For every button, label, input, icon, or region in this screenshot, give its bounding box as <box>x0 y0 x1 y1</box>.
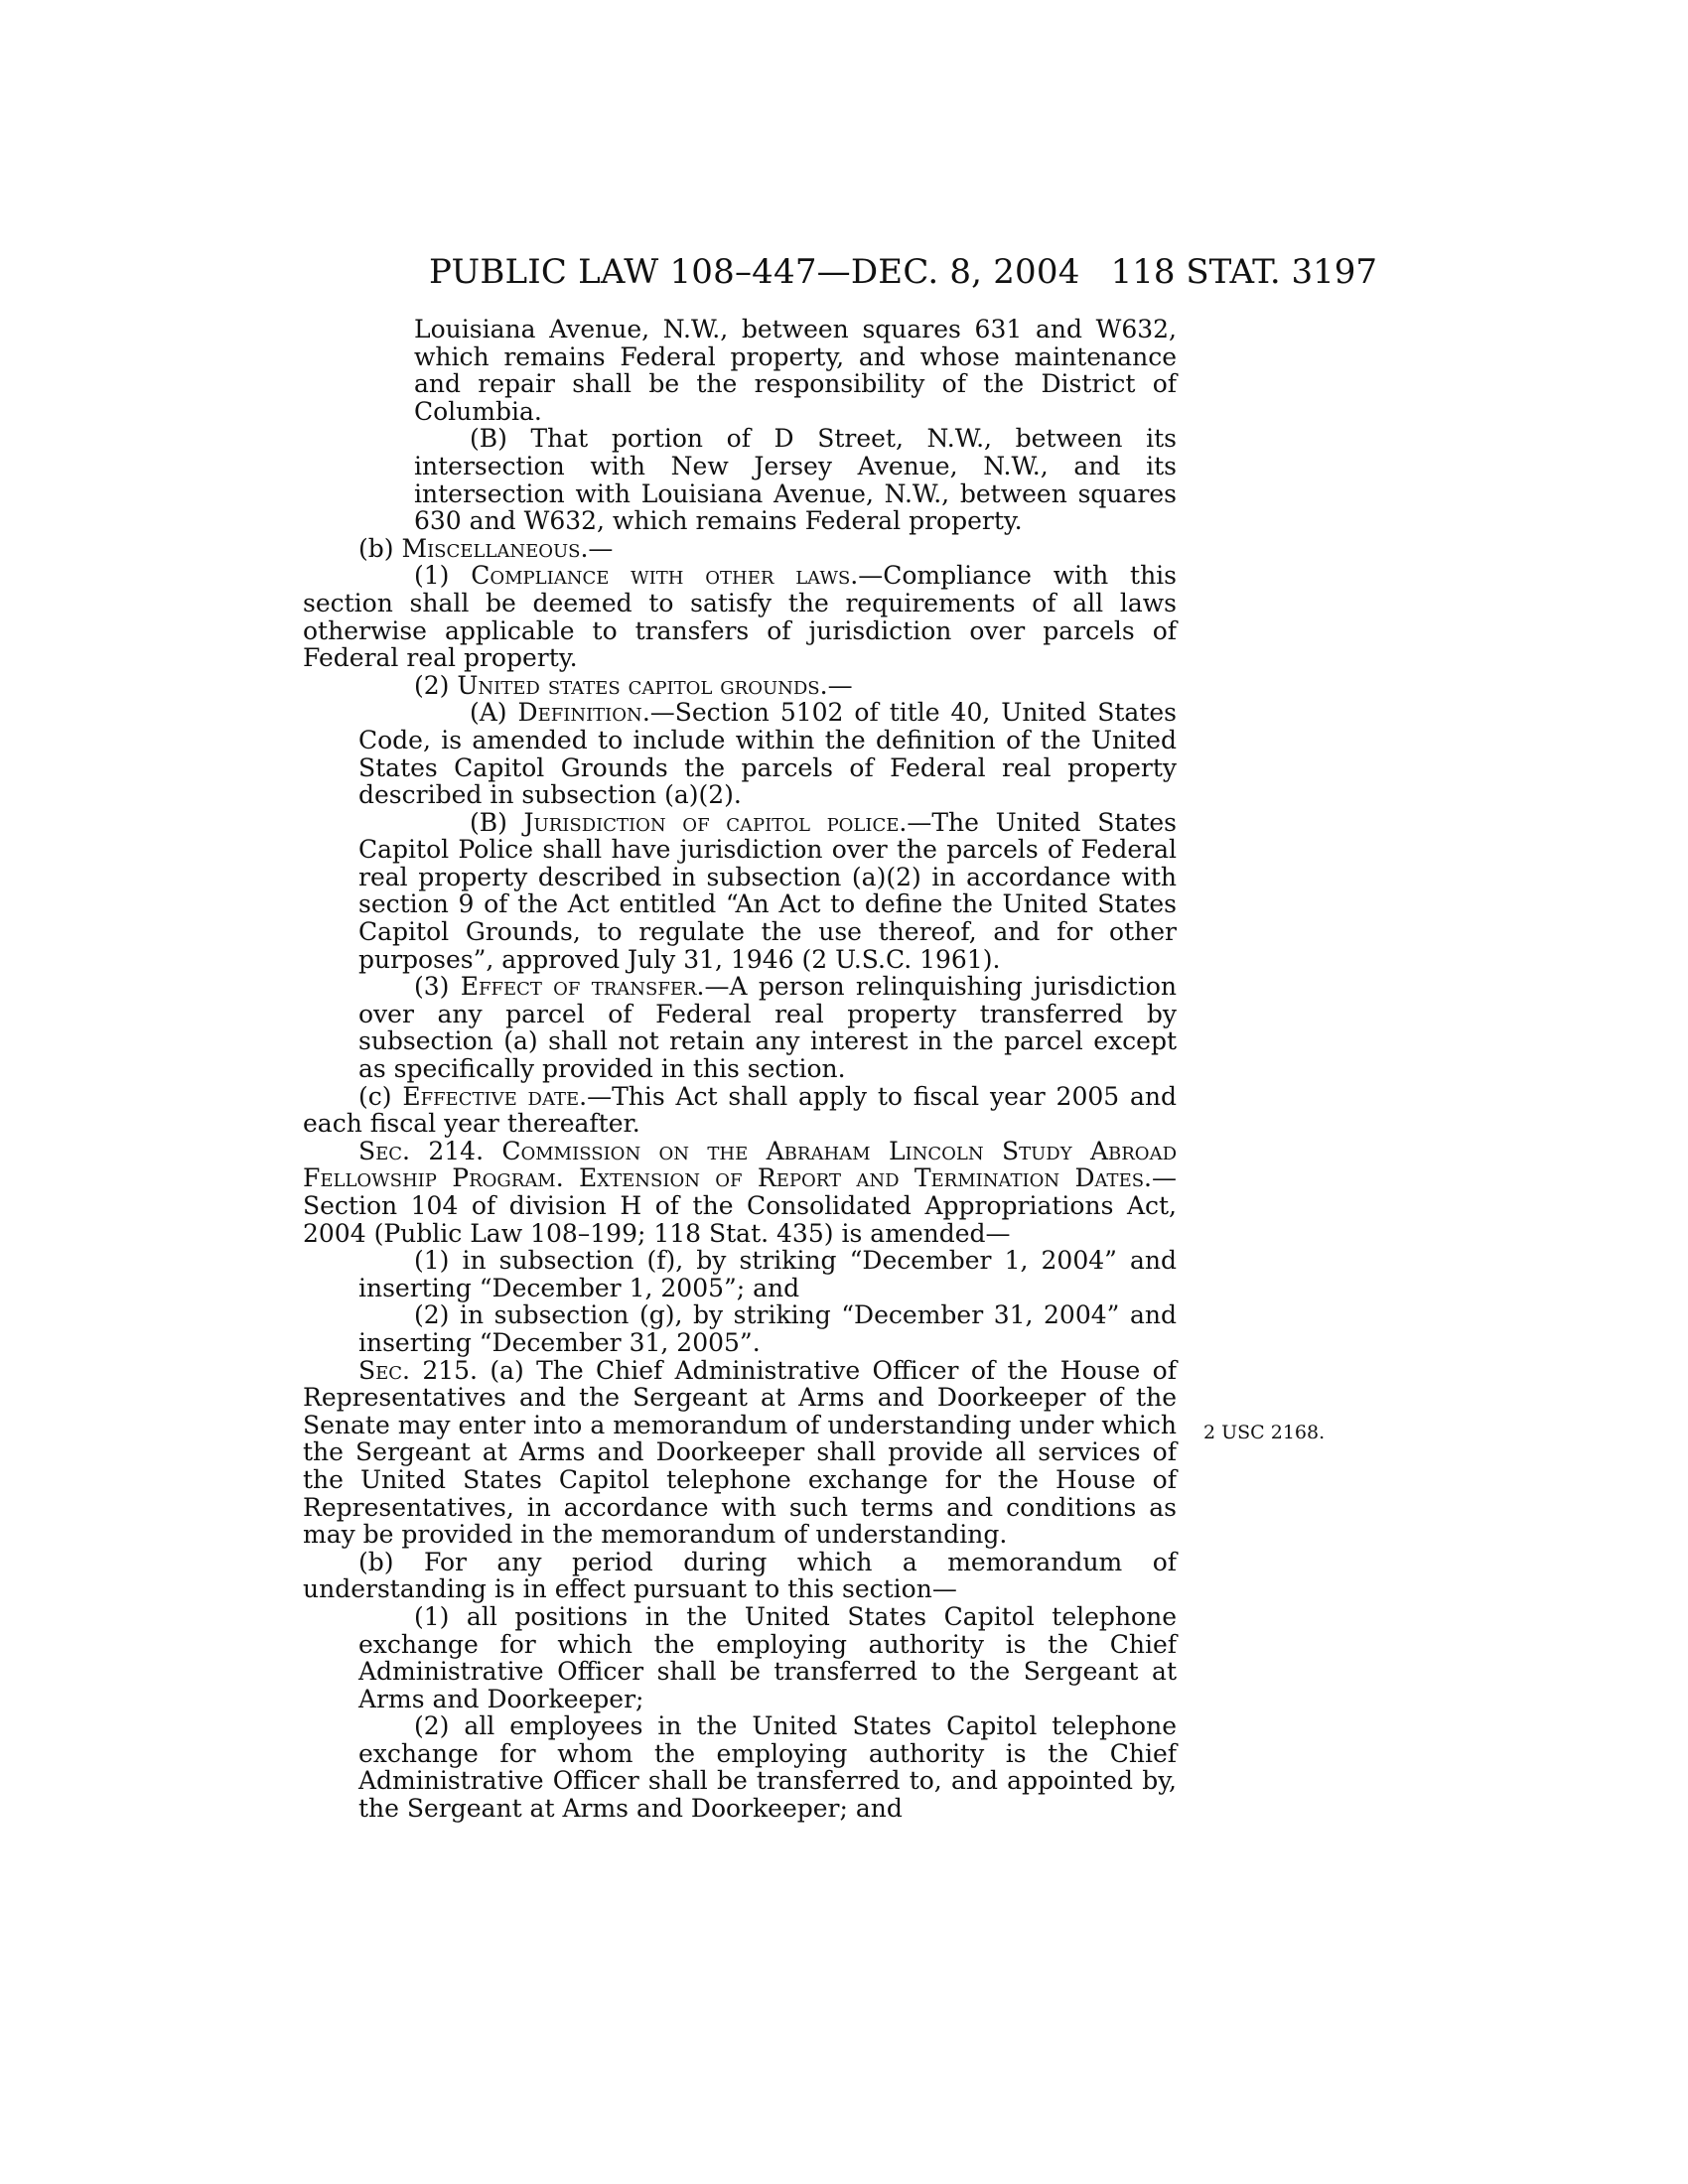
paragraph-text: (2) all employees in the United States Capitol telephone exchange for whom the employing authority is the Chief Administrative Officer shall be transferred to, and appointed by, the Sergeant at Arms and Doorkeeper; and <box>358 1711 1177 1824</box>
paragraph-text: .—A person relinquishing jurisdiction over any parcel of Federal real property transferred by subsection (a) shall not retain any interest in the parcel except as specifically provided in this section. <box>358 972 1177 1084</box>
header-title: PUBLIC LAW 108–447—DEC. 8, 2004 <box>429 252 1080 292</box>
section-heading: Sec. <box>358 1355 410 1385</box>
paragraph-text: .—Compliance with this section shall be deemed to satisfy the requirements of all laws otherwise applicable to transfers of jurisdiction over parcels of Federal real property. <box>303 561 1178 673</box>
paragraph <box>303 672 1177 700</box>
paragraph <box>303 1301 1177 1356</box>
statute-citation: 118 STAT. 3197 <box>1110 252 1377 292</box>
paragraph-text: (b) For any period during which a memorandum of understanding is in effect pursuant to this section— <box>303 1547 1177 1604</box>
paragraph-heading: Effect of transfer <box>460 972 697 1002</box>
section-heading: Sec. 214. Commission on the Abraham Lincoln Study Abroad Fellowship Program. Extension of Report and Termination Dates <box>303 1136 1177 1193</box>
paragraph-text: (1) all positions in the United States Capitol telephone exchange for which the employing authority is the Chief Administrative Officer shall be transferred to the Sergeant at Arms and Doorkeeper; <box>358 1601 1177 1713</box>
paragraph-text: 215. (a) The Chief Administrative Officer of the House of Representatives and the Sergeant at Arms and Doorkeeper of the Senate may enter into a memorandum of understanding under which the Sergeant at Arms and Doorkeeper shall provide all services of the United States Capitol telephone exchange for the House of Representatives, in accordance with such terms and conditions as may be provided in the memorandum of understanding. <box>303 1355 1177 1550</box>
paragraph-heading: Miscellaneous <box>401 533 581 563</box>
paragraph <box>303 1247 1177 1301</box>
paragraph <box>303 1549 1177 1603</box>
paragraph-text: (2) in subsection (g), by striking “December 31, 2004” and inserting “December 31, 2005”. <box>358 1300 1177 1357</box>
paragraph-text: (B) That portion of D Street, N.W., between its intersection with New Jersey Avenue, N.W., and its intersection with Louisiana Avenue, N.W., between squares 630 and W632, which remains Federal property. <box>414 424 1177 536</box>
paragraph-heading: United states capitol grounds <box>457 670 820 700</box>
paragraph-lead: (3) <box>414 972 461 1002</box>
paragraph-text: .— <box>580 533 614 563</box>
paragraph <box>303 809 1177 974</box>
paragraph-text: .—Section 5102 of title 40, United States Code, is amended to include within the definition of the United States Capitol Grounds the parcels of Federal real property described in subsection (a)(2). <box>358 698 1177 810</box>
paragraph <box>303 1712 1177 1822</box>
paragraph-text: .—Section 104 of division H of the Consolidated Appropriations Act, 2004 (Public Law 108–199; 118 Stat. 435) is amended— <box>303 1163 1177 1248</box>
paragraph-heading: Definition <box>517 698 642 728</box>
paragraph-text: .—The United States Capitol Police shall have jurisdiction over the parcels of Federal real property described in subsection (a)(2) in accordance with section 9 of the Act entitled “An Act to define the United States Capitol Grounds, to regulate the use thereof, and for other purposes”, approved July 31, 1946 (2 U.S.C. 1961). <box>358 807 1178 974</box>
paragraph-text: .— <box>819 670 853 700</box>
paragraph-lead: (b) <box>358 533 402 563</box>
paragraph <box>303 562 1177 671</box>
section-214 <box>303 1138 1177 1247</box>
paragraph-text: (1) in subsection (f), by striking “December 1, 2004” and inserting “December 1, 2005”; and <box>358 1246 1177 1302</box>
paragraph <box>303 973 1177 1082</box>
paragraph-heading: Compliance with other laws <box>471 561 851 591</box>
section-215 <box>303 1357 1177 1549</box>
paragraph-lead: (2) <box>414 670 458 700</box>
margin-note: 2 USC 2168. <box>1203 1422 1326 1443</box>
document-body <box>303 316 1177 1823</box>
running-header <box>429 252 1377 296</box>
paragraph-text: Louisiana Avenue, N.W., between squares 631 and W632, which remains Federal property, and whose maintenance and repair shall be the responsibility of the District of Columbia. <box>414 315 1177 426</box>
paragraph <box>303 1603 1177 1712</box>
paragraph <box>303 699 1177 808</box>
paragraph <box>303 1083 1177 1138</box>
paragraph-lead: (1) <box>414 561 472 591</box>
paragraph-lead: (A) <box>470 698 518 728</box>
paragraph <box>303 425 1177 534</box>
paragraph-lead: (B) <box>470 807 524 837</box>
paragraph <box>303 535 1177 563</box>
paragraph <box>303 316 1177 425</box>
paragraph-heading: Effective date <box>402 1081 580 1111</box>
paragraph-text: .—This Act shall apply to fiscal year 2005 and each fiscal year thereafter. <box>303 1081 1177 1139</box>
paragraph-lead: (c) <box>358 1081 403 1111</box>
paragraph-heading: Jurisdiction of capitol police <box>523 807 900 837</box>
